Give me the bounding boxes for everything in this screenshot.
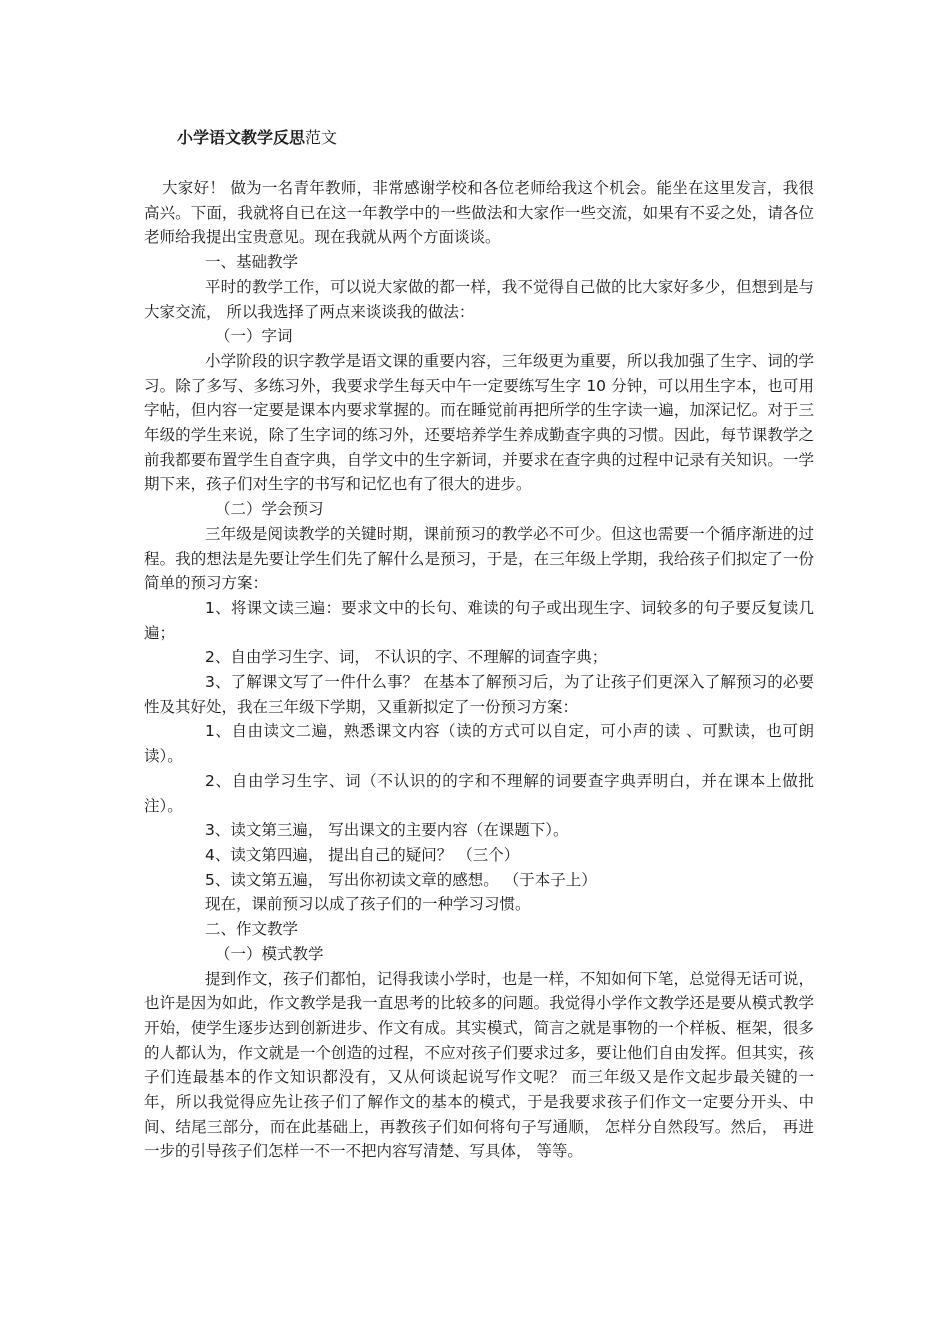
paragraph-basic-teaching: 平时的教学工作，可以说大家做的都一样，我不觉得自己做的比大家好多少，但想到是与大家交流， 所以我选择了两点来谈谈我的做法： [144,277,814,321]
list-item-preview-plan-1-step-1: 1、将课文读三遍：要求文中的长句、难读的句子或出现生字、词较多的句子要反复读几遍； [144,598,814,642]
document-body [144,176,814,1164]
section-heading-writing-teaching: 二、作文教学 [205,920,299,939]
paragraph-intro: 大家好！ 做为一名青年教师，非常感谢学校和各位老师给我这个机会。能坐在这里发言，我很高兴。下面，我就将自已在这一年教学中的一些做法和大家作一些交流，如果有不妥之处，请各位老师给我提出宝贵意见。现在我就从两个方面谈谈。 [144,179,814,247]
list-item-preview-plan-2-step-2: 2、自由学习生字、词（不认识的的字和不理解的词要查字典弄明白，并在课本上做批注）。 [144,771,814,815]
paragraph-words: 小学阶段的识字教学是语文课的重要内容，三年级更为重要，所以我加强了生字、词的学习。除了多写、多练习外，我要求学生每天中午一定要练写生字 10 分钟，可以用生字本，也可用字帖，但内容一定要是课本内要求掌握的。而在睡觉前再把所学的生字读一遍，加深记忆。对于三年级的学生来说，除了生字词的练习外，还要培养学生养成勤查字典的习惯。因此，每节课教学之前我都要布置学生自查字典，自学文中的生字新词，并要求在查字典的过程中记录有关知识。一学期下来，孩子们对生字的书写和记忆也有了很大的进步。 [144,351,814,494]
document-title-main: 小学语文教学反思 [177,128,306,147]
document-title-suffix: 范文 [305,128,338,147]
subheading-preview: （二）学会预习 [215,500,324,519]
list-item-preview-plan-1-step-3: 3、了解课文写了一件什么事？ 在基本了解预习后，为了让孩子们更深入了解预习的必要性及其好处，我在三年级下学期，又重新拟定了一份预习方案： [144,673,814,716]
list-item-preview-plan-2-step-1: 1、自由读文二遍，熟悉课文内容（读的方式可以自定，可小声的读 、可默读，也可朗读）。 [144,722,814,766]
paragraph-preview-result: 现在，课前预习以成了孩子们的一种学习习惯。 [205,895,531,914]
section-heading-basic-teaching: 一、基础教学 [205,253,299,272]
list-item-preview-plan-1-step-2: 2、自由学习生字、词， 不认识的字、不理解的词查字典； [205,648,608,667]
list-item-preview-plan-2-step-5: 5、读文第五遍， 写出你初读文章的感想。 （于本子上） [205,870,597,889]
paragraph-model-teaching: 提到作文，孩子们都怕，记得我读小学时，也是一样，不知如何下笔，总觉得无话可说， 也许是因为如此，作文教学是我一直思考的比较多的问题。我觉得小学作文教学还是要从模式教学开始，使学生逐步达到创新进步、作文有成。其实模式，简言之就是事物的一个样板、框架，很多的人都认为，作文就是一个创造的过程，不应对孩子们要求过多，要让他们自由发挥。但其实，孩子们连最基本的作文知识都没有，又从何谈起说写作文呢？ 而三年级又是作文起步最关键的一年，所以我觉得应先让孩子们了解作文的基本的模式，于是我要求孩子们作文一定要分开头、中间、结尾三部分，而在此基础上，再教孩子们如何将句子写通顺， 怎样分自然段写。然后， 再进一步的引导孩子们怎样一不一不把内容写清楚、写具体， 等等。 [144,969,814,1161]
list-item-preview-plan-2-step-3: 3、读文第三遍， 写出课文的主要内容（在课题下）。 [205,821,569,840]
paragraph-preview: 三年级是阅读教学的关键时期，课前预习的教学必不可少。但这也需要一个循序渐进的过程。我的想法是先要让学生们先了解什么是预习，于是，在三年级上学期，我给孩子们拟定了一份简单的预习方案： [144,524,814,593]
document-title [177,126,337,150]
list-item-preview-plan-2-step-4: 4、读文第四遍， 提出自己的疑问？ （三个） [205,845,520,864]
subheading-words: （一）字词 [215,327,293,346]
subheading-model-teaching: （一）模式教学 [215,944,324,963]
